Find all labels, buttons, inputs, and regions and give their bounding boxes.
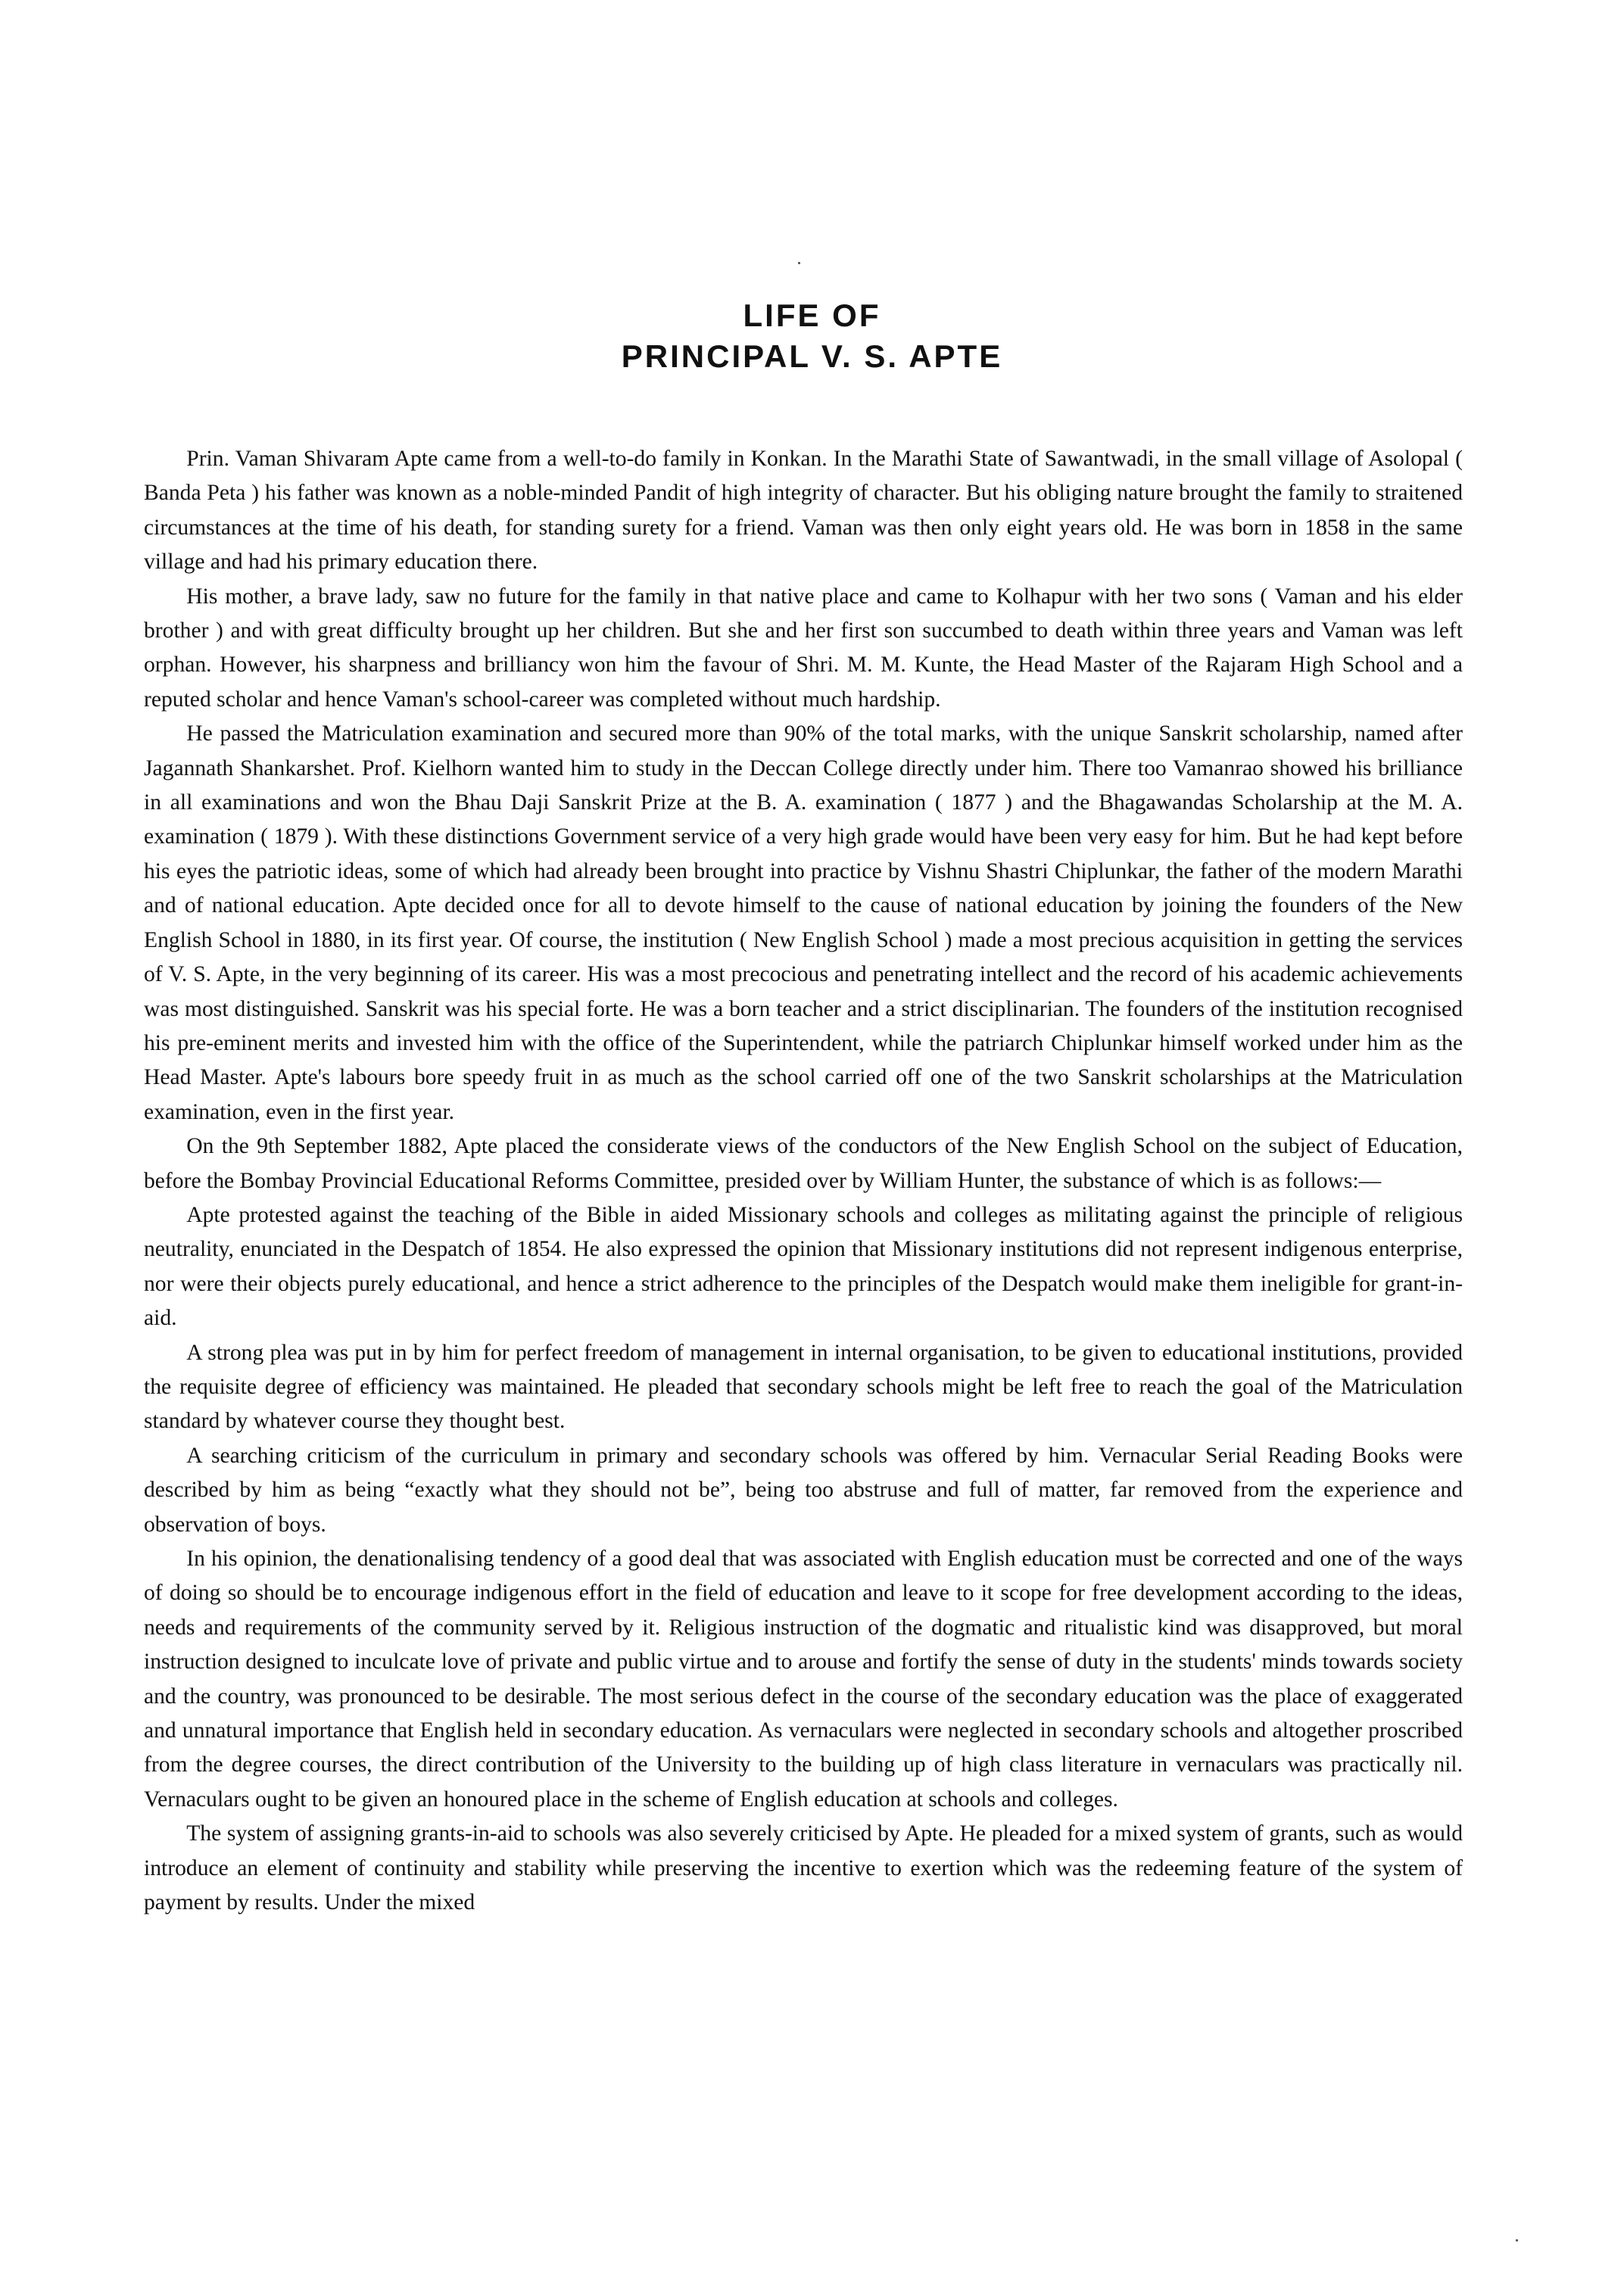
paragraph-curriculum-criticism: A searching criticism of the curriculum in primary and secondary schools was offered by him. Vernacular Serial Reading Books were described by him as being “exactly what they should not be”, being too abstruse and full of matter, far removed from the experience and observation of boys. bbox=[144, 1443, 1463, 1537]
title-line-1: LIFE OF bbox=[743, 298, 881, 333]
paragraph-bible-teaching: Apte protested against the teaching of the Bible in aided Missionary schools and colleges as militating against the principle of religious neutrality, enunciated in the Despatch of 1854. He also expressed the opinion that Missionary institutions did not represent indigenous enterprise, nor were their objects purely educational, and hence a strict adherence to the principles of the Despatch would make them ineligible for grant-in-aid. bbox=[144, 1202, 1463, 1331]
page-speck-bottom bbox=[1516, 2239, 1518, 2242]
paragraph-denationalising: In his opinion, the denationalising tendency of a good deal that was associated with English education must be corrected and one of the ways of doing so should be to encourage indigenous effort in the field of education and leave to it scope for free development according to the ideas, needs and requirements of the community served by it. Religious instruction of the dogmatic and ritualistic kind was disapproved, but moral instruction designed to inculcate love of private and public virtue and to arouse and fortify the sense of duty in the students' minds towards society and the country, was pronounced to be desirable. The most serious defect in the course of the secondary education was the place of exaggerated and unnatural importance that English held in secondary education. As vernaculars were neglected in secondary schools and altogether proscribed from the degree courses, the direct contribution of the University to the building up of high class literature in vernaculars was practically nil. Vernaculars ought to be given an honoured place in the scheme of English education at schools and colleges. bbox=[144, 1547, 1463, 1812]
paragraph-hunter-commission: On the 9th September 1882, Apte placed the considerate views of the conductors of the New English School on the subject of Education, before the Bombay Provincial Educational Reforms Committee, presided over by William Hunter, the substance of which is as follows:— bbox=[144, 1134, 1463, 1193]
title-line-2: PRINCIPAL V. S. APTE bbox=[621, 338, 1003, 374]
article-title bbox=[0, 295, 1624, 377]
page-speck-top bbox=[798, 262, 800, 264]
paragraph-mother-kolhapur: His mother, a brave lady, saw no future for the family in that native place and came to Kolhapur with her two sons ( Vaman and his elder brother ) and with great difficulty brought up her children. But she and her first son succumbed to death within three years and Vaman was left orphan. However, his sharpness and brilliancy won him the favour of Shri. M. M. Kunte, the Head Master of the Rajaram High School and a reputed scholar and hence Vaman's school-career was completed without much hardship. bbox=[144, 584, 1463, 712]
paragraph-grants-in-aid: The system of assigning grants-in-aid to schools was also severely criticised by Apte. He pleaded for a mixed system of grants, such as would introduce an element of continuity and stability while preserving the incentive to exertion which was the redeeming feature of the system of payment by results. Under the mixed bbox=[144, 1821, 1463, 1915]
paragraph-early-life: Prin. Vaman Shivaram Apte came from a well-to-do family in Konkan. In the Marathi State of Sawantwadi, in the small village of Asolopal ( Banda Peta ) his father was known as a noble-minded Pandit of high integrity of character. But his obliging nature brought the family to straitened circumstances at the time of his death, for standing surety for a friend. Vaman was then only eight years old. He was born in 1858 in the same village and had his primary education there. bbox=[144, 447, 1463, 575]
article-body bbox=[144, 442, 1463, 1920]
paragraph-freedom-management: A strong plea was put in by him for perfect freedom of management in internal organisation, to be given to educational institutions, provided the requisite degree of efficiency was maintained. He pleaded that secondary schools might be left free to reach the goal of the Matriculation standard by whatever course they thought best. bbox=[144, 1340, 1463, 1434]
paragraph-education-career: He passed the Matriculation examination and secured more than 90% of the total marks, with the unique Sanskrit scholarship, named after Jagannath Shankarshet. Prof. Kielhorn wanted him to study in the Deccan College directly under him. There too Vamanrao showed his brilliance in all examinations and won the Bhau Daji Sanskrit Prize at the B. A. examination ( 1877 ) and the Bhagawandas Scholarship at the M. A. examination ( 1879 ). With these distinctions Government service of a very high grade would have been very easy for him. But he had kept before his eyes the patriotic ideas, some of which had already been brought into practice by Vishnu Shastri Chiplunkar, the father of the modern Marathi and of national education. Apte decided once for all to devote himself to the cause of national education by joining the founders of the New English School in 1880, in its first year. Of course, the institution ( New English School ) made a most precious acquisition in getting the services of V. S. Apte, in the very beginning of its career. His was a most precocious and penetrating intellect and the record of his academic achievements was most distinguished. Sanskrit was his special forte. He was a born teacher and a strict disciplinarian. The founders of the institution recognised his pre-eminent merits and invested him with the office of the Superintendent, while the patriarch Chiplunkar himself worked under him as the Head Master. Apte's labours bore speedy fruit in as much as the school carried off one of the two Sanskrit scholarships at the Matriculation examination, even in the first year. bbox=[144, 721, 1463, 1124]
